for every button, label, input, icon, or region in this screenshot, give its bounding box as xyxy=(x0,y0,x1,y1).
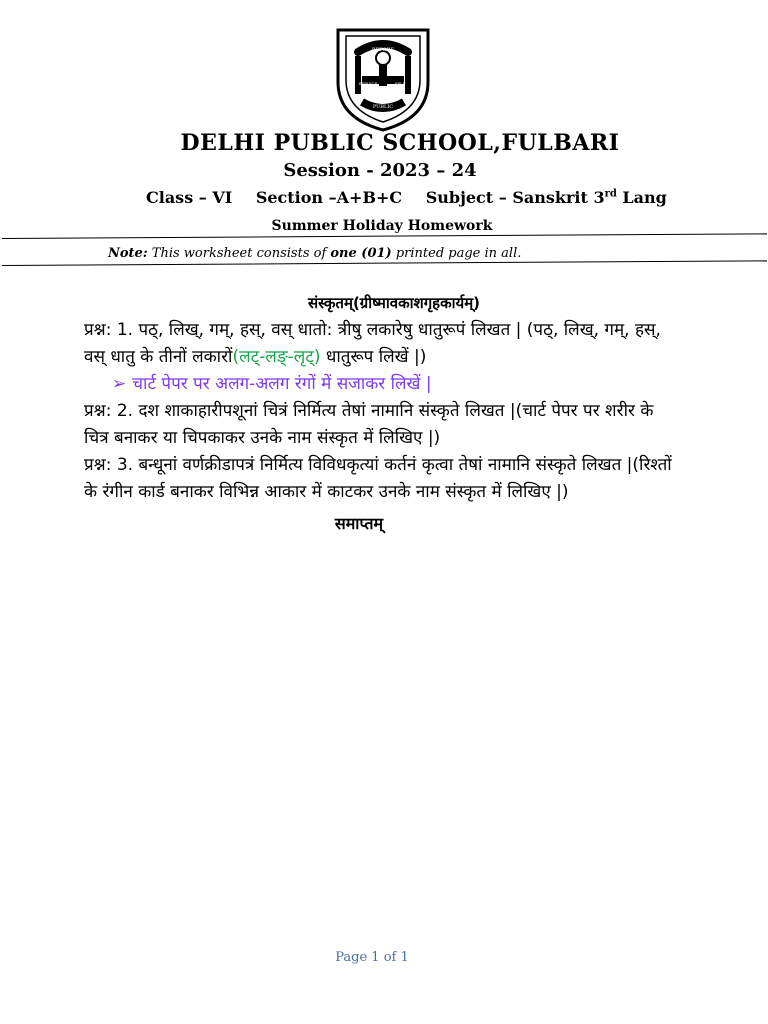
top-divider xyxy=(2,233,767,239)
question-1-lakar: (लट्-लङ्-लृट्) xyxy=(232,347,321,367)
logo-bottom-text: PUBLIC xyxy=(372,104,394,110)
note-text-before: This worksheet consists of xyxy=(147,246,331,261)
ending-text: समाप्तम् xyxy=(334,514,384,533)
bullet-instruction xyxy=(84,371,674,398)
session: Session - 2023 – 24 xyxy=(283,160,477,181)
school-name: DELHI PUBLIC SCHOOL,FULBARI xyxy=(180,130,620,156)
note-label: Note: xyxy=(108,246,148,261)
subject-label xyxy=(426,188,667,207)
question-1-text: प्रश्न: 1. पठ्, लिख्, गम्, हस्, वस् धातो: त्रीषु लकारेषु धातुरूपं लिखत | (पठ्, लिख्, गम्, हस्, वस् धातु के तीनों लकारों xyxy=(84,320,661,367)
summer-homework-title: Summer Holiday Homework xyxy=(271,218,493,234)
subject-suffix: Lang xyxy=(616,188,667,207)
content-heading: संस्कृतम्(ग्रीष्मावकाशगृहकार्यम्) xyxy=(307,294,481,312)
note-text-after: printed page in all. xyxy=(391,246,522,261)
subject-sup: rd xyxy=(604,188,617,200)
bullet-text: चार्ट पेपर पर अलग-अलग रंगों में सजाकर लिखें | xyxy=(132,374,432,394)
logo-top-text: BEFORE xyxy=(371,47,395,53)
note-bold: one (01) xyxy=(330,246,392,261)
arrow-bullet-icon: ➢ xyxy=(112,374,127,394)
class-label: Class – VI xyxy=(146,188,233,207)
question-1-end: धातुरूप लिखें |) xyxy=(320,347,427,367)
note xyxy=(108,246,521,261)
question-2: प्रश्न: 2. दश शाकाहारीपशूनां चित्रं निर्मित्य तेषां नामानि संस्कृते लिखत |(चार्ट पेपर पर शरीर के चित्र बनाकर या चिपकाकर उनके नाम संस्कृत में लिखिए |) xyxy=(84,401,654,448)
bottom-divider xyxy=(2,260,767,266)
subject-prefix: Subject – Sanskrit 3 xyxy=(425,188,605,207)
question-1 xyxy=(84,317,674,371)
page-number: Page 1 of 1 xyxy=(335,950,409,965)
section-label: Section –A+B+C xyxy=(255,188,403,207)
school-logo xyxy=(328,22,438,134)
logo-right-text: SELF xyxy=(394,81,406,86)
question-3: प्रश्न: 3. बन्धूनां वर्णक्रीडापत्रं निर्मित्य विविधकृत्यां कर्तनं कृत्वा तेषां नामानि संस्कृते लिखत |(रिश्तों के रंगीन कार्ड बनाकर विभिन्न आकार में काटकर उनके नाम संस्कृत में लिखिए |) xyxy=(84,455,672,502)
class-line xyxy=(146,188,685,207)
logo-left-text: SERVICE xyxy=(358,81,378,86)
worksheet-content xyxy=(84,290,674,537)
